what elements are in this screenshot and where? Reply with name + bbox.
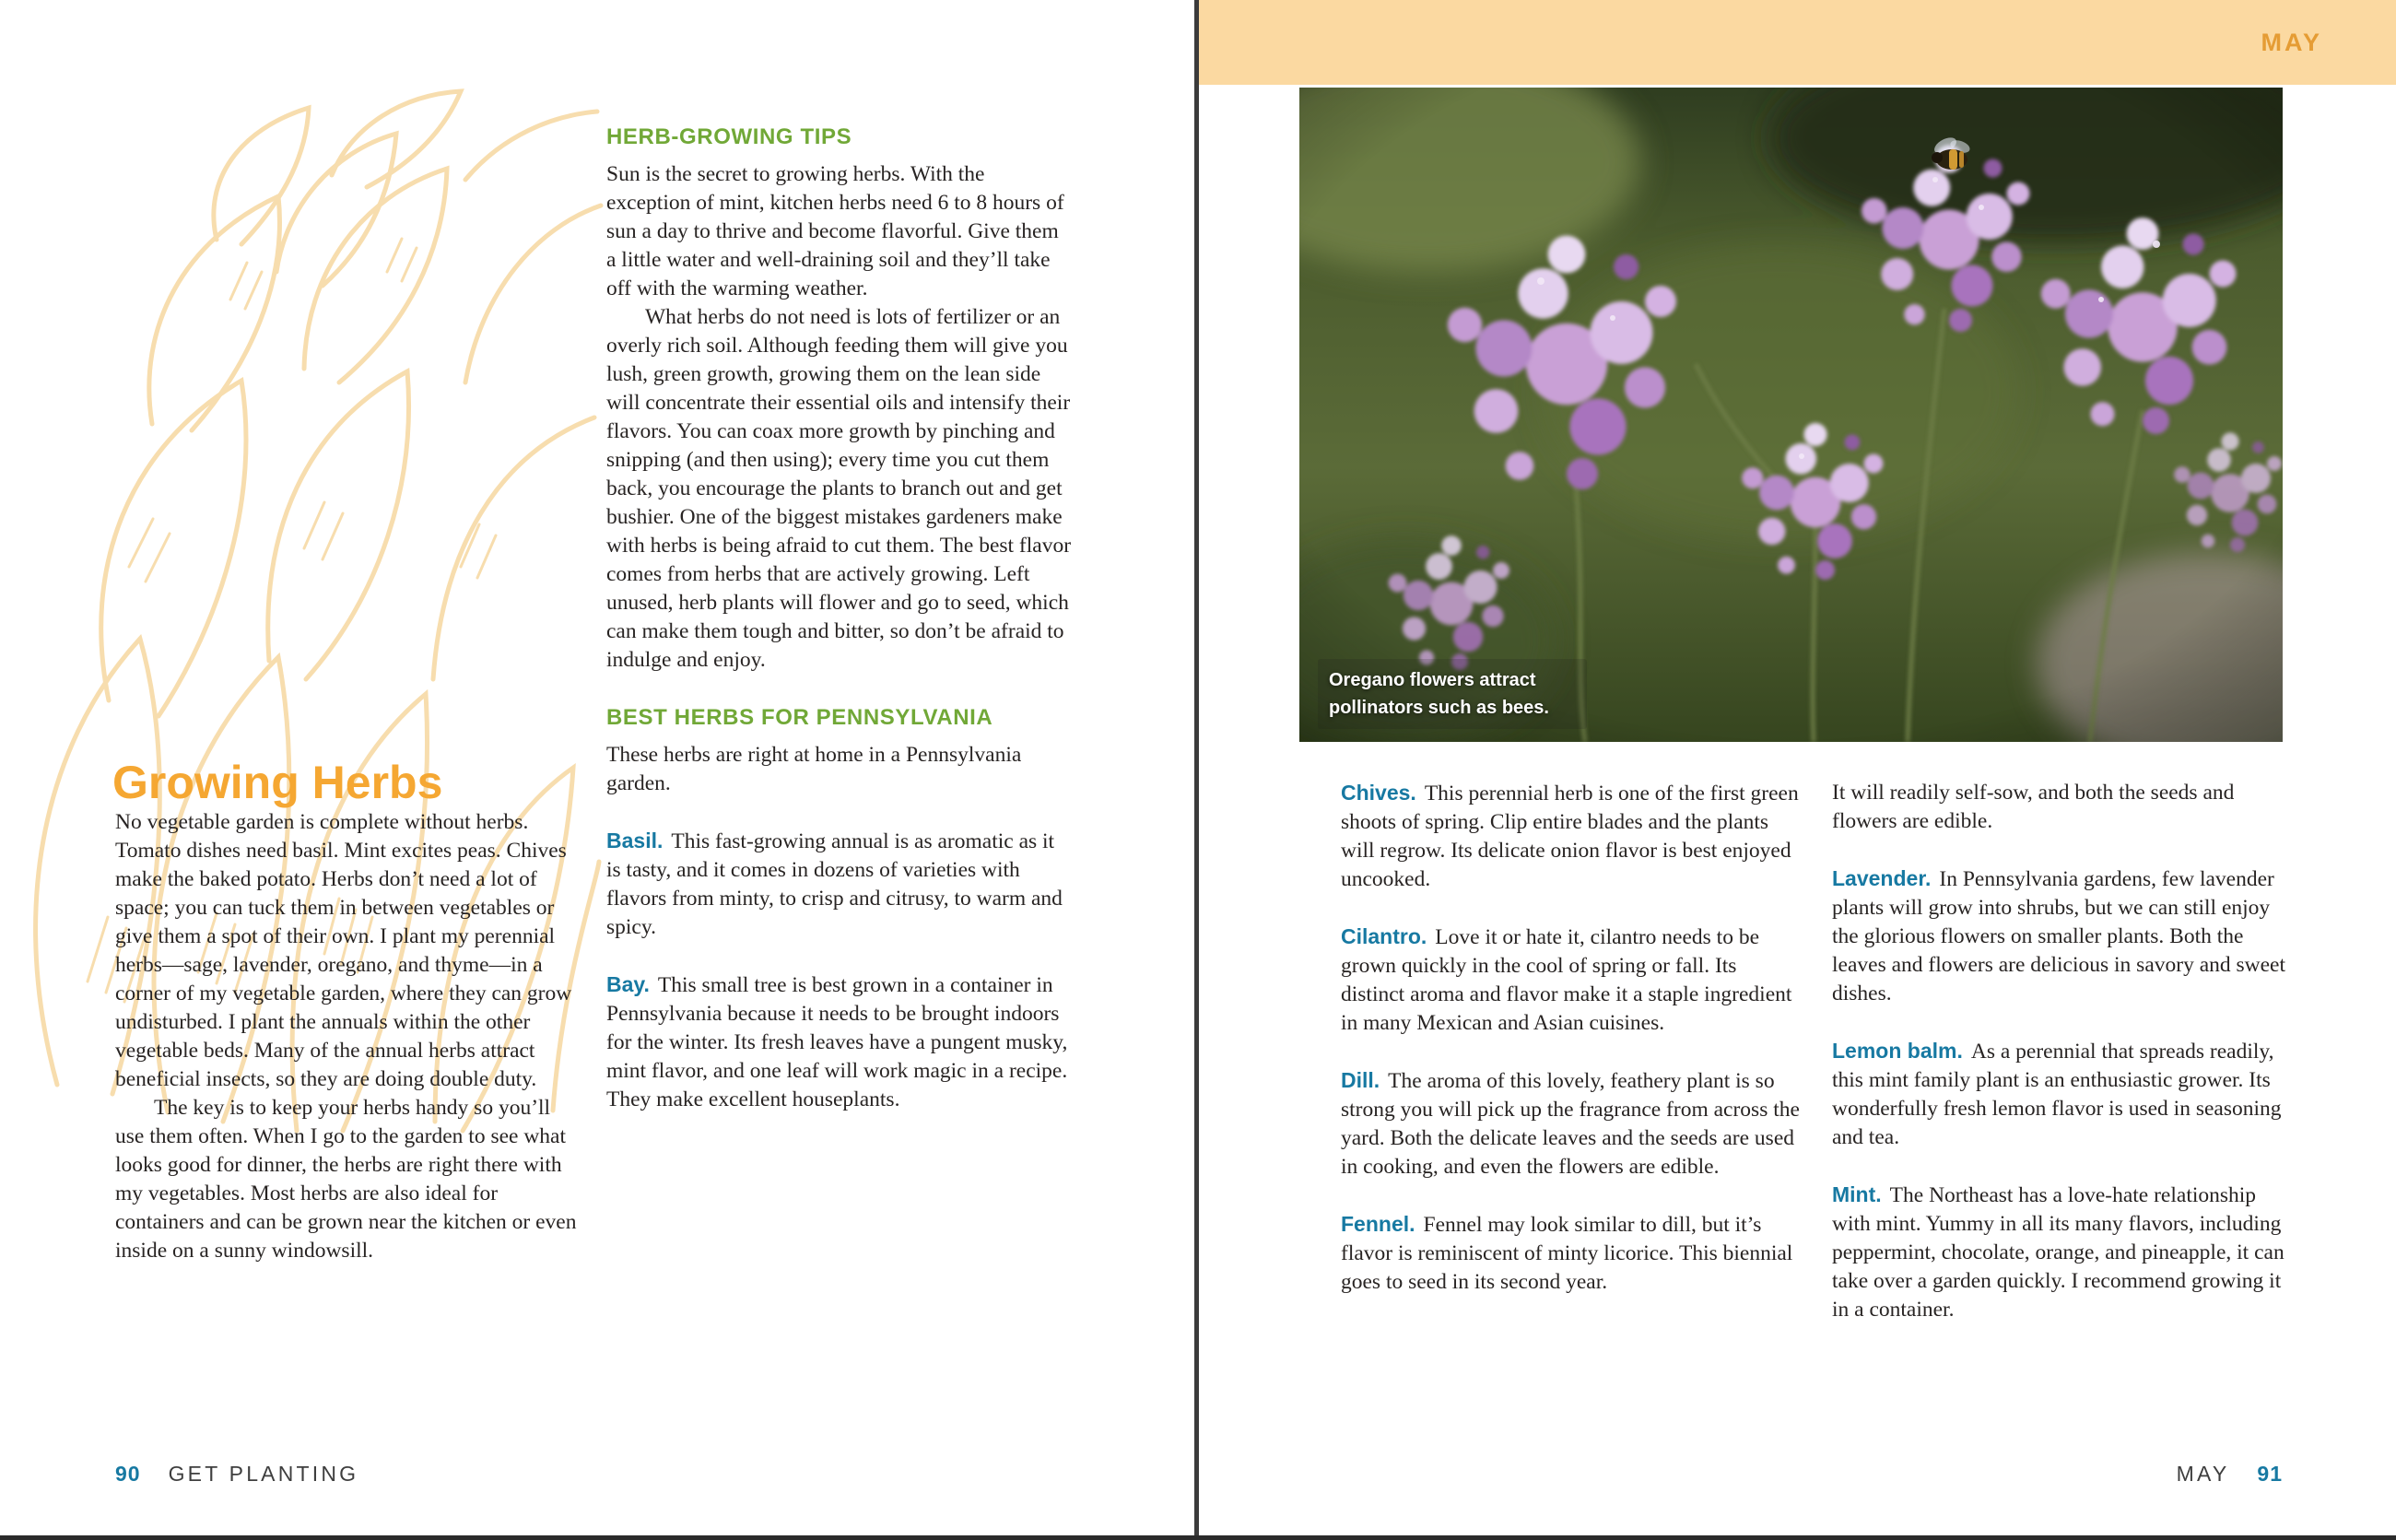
- herb-name: Mint.: [1832, 1182, 1882, 1206]
- month-banner-label: MAY: [2261, 29, 2322, 56]
- herb-text: This small tree is best grown in a container in Pennsylvania because it needs to be brought indoors for the winter. Its fresh leaves have a pungent musky, mint flavor, and one leaf will work magic in a recipe. They make excellent houseplants.: [606, 973, 1068, 1111]
- herb-entry-chives: [1341, 779, 1802, 894]
- herb-entry-basil: [606, 827, 1072, 942]
- page-title: Growing Herbs: [112, 757, 443, 808]
- photo-caption: Oregano flowers attract pollinators such as bees.: [1318, 659, 1587, 729]
- fennel-continuation: It will readily self-sow, and both the seeds and flowers are edible.: [1832, 781, 2235, 833]
- left-page-body: [115, 808, 581, 1265]
- herb-text: This perennial herb is one of the first green shoots of spring. Clip entire blades and the plants will regrow. Its delicate onion flavor is best enjoyed uncooked.: [1341, 782, 1799, 891]
- herb-name: Lavender.: [1832, 866, 1932, 890]
- oregano-photo: [1299, 88, 2283, 742]
- right-footer: [2177, 1462, 2283, 1487]
- tips-paragraph-2: What herbs do not need is lots of fertilizer or an overly rich soil. Although feeding them will give you lush, green growth, growing them on the lean side will concentrate their essential oils and intensify their flavors. You can coax more growth by pinching and snipping (and then using); every time you cut them back, you encourage the plants to branch out and get bushier. One of the biggest mistakes gardeners make with herbs is being afraid to cut them. The best flavor comes from herbs that are actively growing. Left unused, herb plants will flower and go to seed, which can make them tough and bitter, so don’t be afraid to indulge and enjoy.: [606, 305, 1072, 672]
- herb-name: Chives.: [1341, 781, 1416, 805]
- oregano-photo-art: [1299, 88, 2283, 742]
- best-herbs-heading: BEST HERBS FOR PENNSYLVANIA: [606, 705, 993, 730]
- herb-name: Basil.: [606, 829, 664, 852]
- herb-entry-lavender: [1832, 864, 2293, 1008]
- month-banner: [1199, 0, 2396, 85]
- herb-text: The aroma of this lovely, feathery plant is so strong you will pick up the fragrance from across the yard. Both the delicate leaves and the seeds are used in cooking, and even the flowers are edible.: [1341, 1069, 1800, 1179]
- herb-text: The Northeast has a love-hate relationship with mint. Yummy in all its many flavors, including peppermint, chocolate, orange, and pineapple, it can take over a garden quickly. I recommend growing it in a container.: [1832, 1183, 2284, 1322]
- tips-heading: HERB-GROWING TIPS: [606, 124, 852, 149]
- herb-name: Lemon balm.: [1832, 1039, 1963, 1063]
- best-herbs-intro: These herbs are right at home in a Pennsylvania garden.: [606, 743, 1022, 795]
- herb-text: This fast-growing annual is as aromatic as it is tasty, and it comes in dozens of varieties with flavors from minty, to crisp and citrusy, to warm and spicy.: [606, 829, 1063, 939]
- right-page-column-2: [1832, 779, 2293, 1324]
- herb-name: Fennel.: [1341, 1212, 1415, 1236]
- footer-section-label: MAY: [2176, 1462, 2230, 1486]
- herb-text: Fennel may look similar to dill, but it’s flavor is reminiscent of minty licorice. This biennial goes to seed in its second year.: [1341, 1213, 1793, 1294]
- page-gutter: [1194, 0, 1199, 1540]
- page-number: 91: [2257, 1462, 2283, 1486]
- herb-text: As a perennial that spreads readily, this mint family plant is an enthusiastic grower. Its wonderfully fresh lemon flavor is used in seasoning and tea.: [1832, 1040, 2282, 1149]
- tips-column: [606, 124, 1072, 1114]
- herb-name: Dill.: [1341, 1068, 1380, 1092]
- left-paragraph-1: No vegetable garden is complete without herbs. Tomato dishes need basil. Mint excites peas. Chives make the baked potato. Herbs don’t need a lot of space; you can tuck them in between vegetables or give them a spot of their own. I plant my perennial herbs—sage, lavender, oregano, and thyme—in a corner of my vegetable garden, where they can grow undisturbed. I plant the annuals within the other vegetable beds. Many of the annual herbs attract beneficial insects, so they are doing double duty.: [115, 810, 572, 1091]
- herb-entry-lemon-balm: [1832, 1037, 2293, 1152]
- right-page-column-1: [1341, 779, 1802, 1297]
- page-bottom-edge: [0, 1535, 2396, 1540]
- herb-text: Love it or hate it, cilantro needs to be grown quickly in the cool of spring or fall. Its distinct aroma and flavor make it a staple ingredient in many Mexican and Asian cuisines.: [1341, 925, 1792, 1035]
- footer-section-label: GET PLANTING: [168, 1462, 359, 1486]
- herb-entry-bay: [606, 970, 1072, 1114]
- herb-text: In Pennsylvania gardens, few lavender plants will grow into shrubs, but we can still enjoy the glorious flowers on smaller plants. Both the leaves and flowers are delicious in savory and sweet dishes.: [1832, 867, 2286, 1005]
- herb-entry-cilantro: [1341, 923, 1802, 1038]
- left-paragraph-2: The key is to keep your herbs handy so you’ll use them often. When I go to the garden to see what looks good for dinner, the herbs are right there with my vegetables. Most herbs are also ideal for containers and can be grown near the kitchen or even inside on a sunny windowsill.: [115, 1096, 577, 1263]
- herb-name: Cilantro.: [1341, 924, 1427, 948]
- herb-entry-mint: [1832, 1181, 2293, 1324]
- page-number: 90: [115, 1462, 141, 1486]
- herb-name: Bay.: [606, 972, 650, 996]
- herb-entry-fennel: [1341, 1210, 1802, 1297]
- herb-entry-dill: [1341, 1066, 1802, 1181]
- left-footer: [115, 1462, 358, 1487]
- tips-paragraph-1: Sun is the secret to growing herbs. With the exception of mint, kitchen herbs need 6 to 8 hours of sun a day to thrive and become flavorful. Give them a little water and well-draining soil and they’ll take off with the warming weather.: [606, 162, 1064, 300]
